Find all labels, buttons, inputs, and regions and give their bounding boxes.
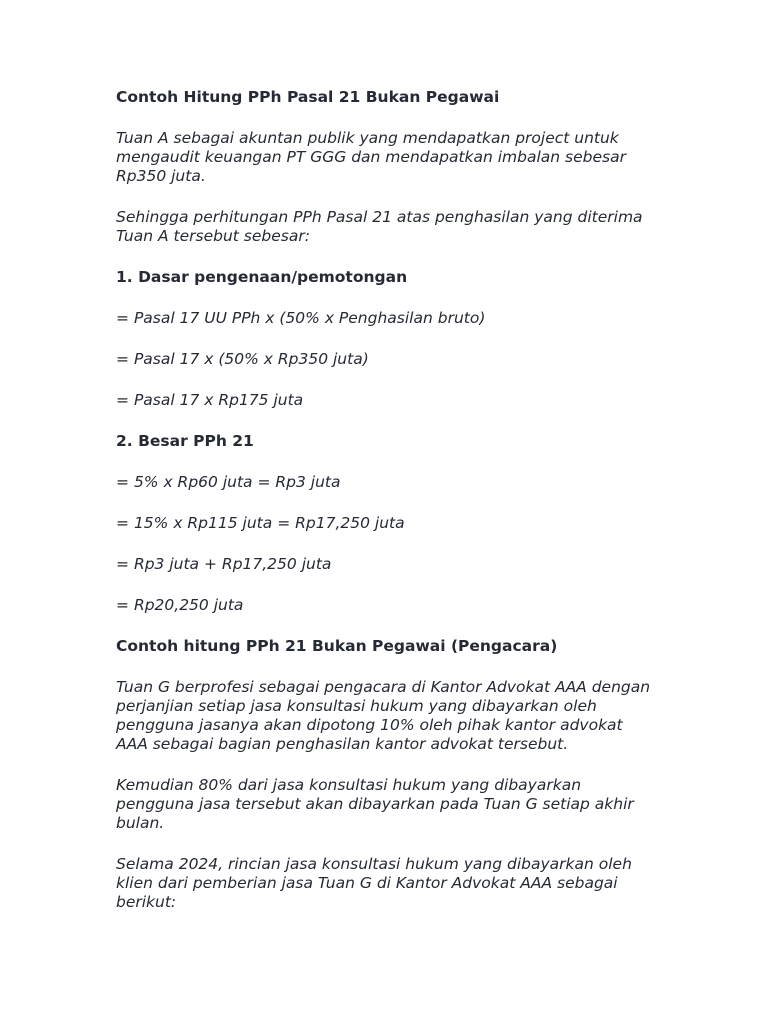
equals-sign: = xyxy=(116,555,129,573)
calc-line-2 xyxy=(116,514,656,533)
heading-contoh-pengacara: Contoh hitung PPh 21 Bukan Pegawai (Pengacara) xyxy=(116,637,558,655)
section-besar-pph21: 2. Besar PPh 21 xyxy=(116,432,254,450)
paragraph-kemudian: Kemudian 80% dari jasa konsultasi hukum yang dibayarkan pengguna jasa tersebut akan dibayarkan pada Tuan G setiap akhir bulan. xyxy=(116,776,634,832)
paragraph-perhitungan: Sehingga perhitungan PPh Pasal 21 atas penghasilan yang diterima Tuan A tersebut sebesar: xyxy=(116,208,643,245)
calc-result: Rp3 juta xyxy=(275,473,341,491)
paragraph-selama-2024: Selama 2024, rincian jasa konsultasi hukum yang dibayarkan oleh klien dari pemberian jasa Tuan G di Kantor Advokat AAA sebagai berikut: xyxy=(116,855,632,911)
equals-sign: = xyxy=(116,596,129,614)
formula-text: Pasal 17 x Rp175 juta xyxy=(133,391,304,409)
calc-term: 15% x Rp115 juta xyxy=(133,514,273,532)
equals-sign: = xyxy=(116,514,129,532)
calc-term: Rp3 juta xyxy=(133,555,200,573)
formula-line-2 xyxy=(116,350,656,369)
calc-total: Rp20,250 juta xyxy=(133,596,244,614)
operator-sign: = xyxy=(277,514,291,532)
calc-result: Rp17,250 juta xyxy=(221,555,332,573)
calc-line-1 xyxy=(116,473,656,492)
formula-text: Pasal 17 x (50% x Rp350 juta) xyxy=(133,350,369,368)
calc-line-4 xyxy=(116,596,656,615)
heading-contoh-bukan-pegawai: Contoh Hitung PPh Pasal 21 Bukan Pegawai xyxy=(116,88,500,106)
formula-text: Pasal 17 UU PPh x (50% x Penghasilan bruto) xyxy=(133,309,486,327)
section-dasar-pengenaan: 1. Dasar pengenaan/pemotongan xyxy=(116,268,408,286)
operator-sign: = xyxy=(257,473,271,491)
calc-line-3 xyxy=(116,555,656,574)
equals-sign: = xyxy=(116,391,129,409)
paragraph-tuan-a: Tuan A sebagai akuntan publik yang mendapatkan project untuk mengaudit keuangan PT GGG dan mendapatkan imbalan sebesar Rp350 juta. xyxy=(116,129,626,185)
formula-line-3 xyxy=(116,391,656,410)
calc-term: 5% x Rp60 juta xyxy=(133,473,253,491)
equals-sign: = xyxy=(116,350,129,368)
calc-result: Rp17,250 juta xyxy=(295,514,405,532)
document-body xyxy=(116,88,656,934)
formula-line-1 xyxy=(116,309,656,328)
equals-sign: = xyxy=(116,473,129,491)
operator-sign: + xyxy=(203,555,217,573)
paragraph-tuan-g: Tuan G berprofesi sebagai pengacara di Kantor Advokat AAA dengan perjanjian setiap jasa konsultasi hukum yang dibayarkan oleh pengguna jasanya akan dipotong 10% oleh pihak kantor advokat AAA sebagai bagian penghasilan kantor advokat tersebut. xyxy=(116,678,651,753)
equals-sign: = xyxy=(116,309,129,327)
